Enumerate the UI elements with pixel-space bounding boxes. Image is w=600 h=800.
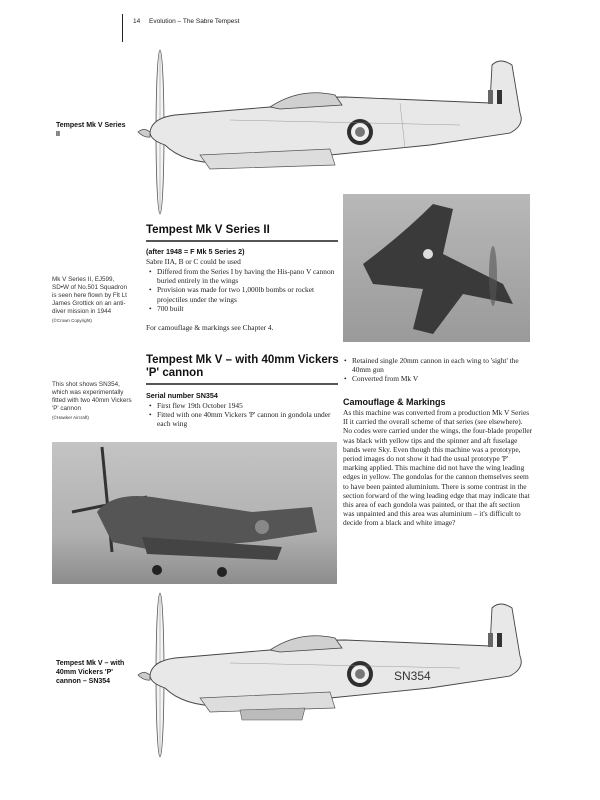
- list-item: • Fitted with one 40mm Vickers 'P' cannon in gondola under each wing: [148, 410, 338, 428]
- list-item: • Retained single 20mm cannon in each wing to 'sight' the 40mm gun: [343, 356, 533, 374]
- list-item: • Converted from Mk V: [343, 374, 533, 383]
- photo2-caption-text: This shot shows SN354, which was experimentally fitted with two 40mm Vickers 'P' cannon: [52, 381, 132, 412]
- photo-aircraft-in-flight: [343, 194, 530, 342]
- photo2-credit: (©Hawker Aircraft): [52, 415, 89, 420]
- section2-bullet-list: [148, 401, 338, 429]
- photo1-caption-text: Mk V Series II, EJ599, SD•W of No.501 Squadron is seen here flown by Flt Lt James Grottick on an anti-diver mission in 1944: [52, 276, 128, 315]
- photo2-caption: [52, 381, 132, 422]
- camo-heading: Camouflage & Markings: [343, 397, 446, 407]
- photo-aircraft-on-ground: [52, 442, 337, 584]
- section1-rule: [146, 240, 338, 242]
- list-item: • First flew 19th October 1945: [148, 401, 338, 410]
- bottom-drawing-label: Tempest Mk V – with 40mm Vickers 'P' cannon – SN354: [56, 660, 125, 685]
- top-drawing-label: Tempest Mk V Series II: [56, 122, 126, 138]
- header-rule: [122, 14, 123, 42]
- photo1-caption: [52, 276, 132, 325]
- section2-rule: [146, 383, 338, 385]
- running-title: Evolution – The Sabre Tempest: [149, 18, 240, 25]
- section1-heading: Tempest Mk V Series II: [146, 224, 270, 236]
- list-item: • Differed from the Series I by having the His-pano V cannon buried entirely in the wings: [148, 267, 338, 285]
- section1-bullet-list: [148, 267, 338, 313]
- list-item: • 700 built: [148, 304, 338, 313]
- section2-heading: Tempest Mk V – with 40mm Vickers 'P' cannon: [146, 354, 339, 379]
- list-item: • Provision was made for two 1,000lb bombs or rocket projectiles under the wings: [148, 285, 338, 303]
- bottom-aircraft-serial: SN354: [394, 669, 431, 683]
- section2-serial-heading: Serial number SN354: [146, 391, 218, 400]
- photo1-credit: (©Crown Copyright): [52, 318, 92, 323]
- section1-subheading: (after 1948 = F Mk 5 Series 2): [146, 247, 245, 256]
- page-number: 14: [133, 18, 141, 25]
- section2-right-bullet-list: [343, 356, 533, 384]
- camo-text: As this machine was converted from a production Mk V Series II it carried the overall scheme of that series (see elsewhere). No codes were carried under the wings, the four-blade propeller was black with yellow tips and the spinner and aft fuselage bands were Sky. Even though this machine was a prototype, period images do not show it had the usual prototype 'P' marking applied. This machine did not have the wing leading edges in yellow. The gondolas for the cannon themselves seem to have been painted aluminium. There is some contrast in the section forward of the wing leading edge that may indicate that this area of each gondola was painted, or that the aft section was unpainted and this area was aluminium – it's difficult to decide from a black and white image?: [343, 408, 533, 528]
- section1-intro: Sabre IIA, B or C could be used: [146, 257, 241, 266]
- bottom-aircraft-drawing: [130, 590, 540, 785]
- section1-footer: For camouflage & markings see Chapter 4.: [146, 323, 274, 332]
